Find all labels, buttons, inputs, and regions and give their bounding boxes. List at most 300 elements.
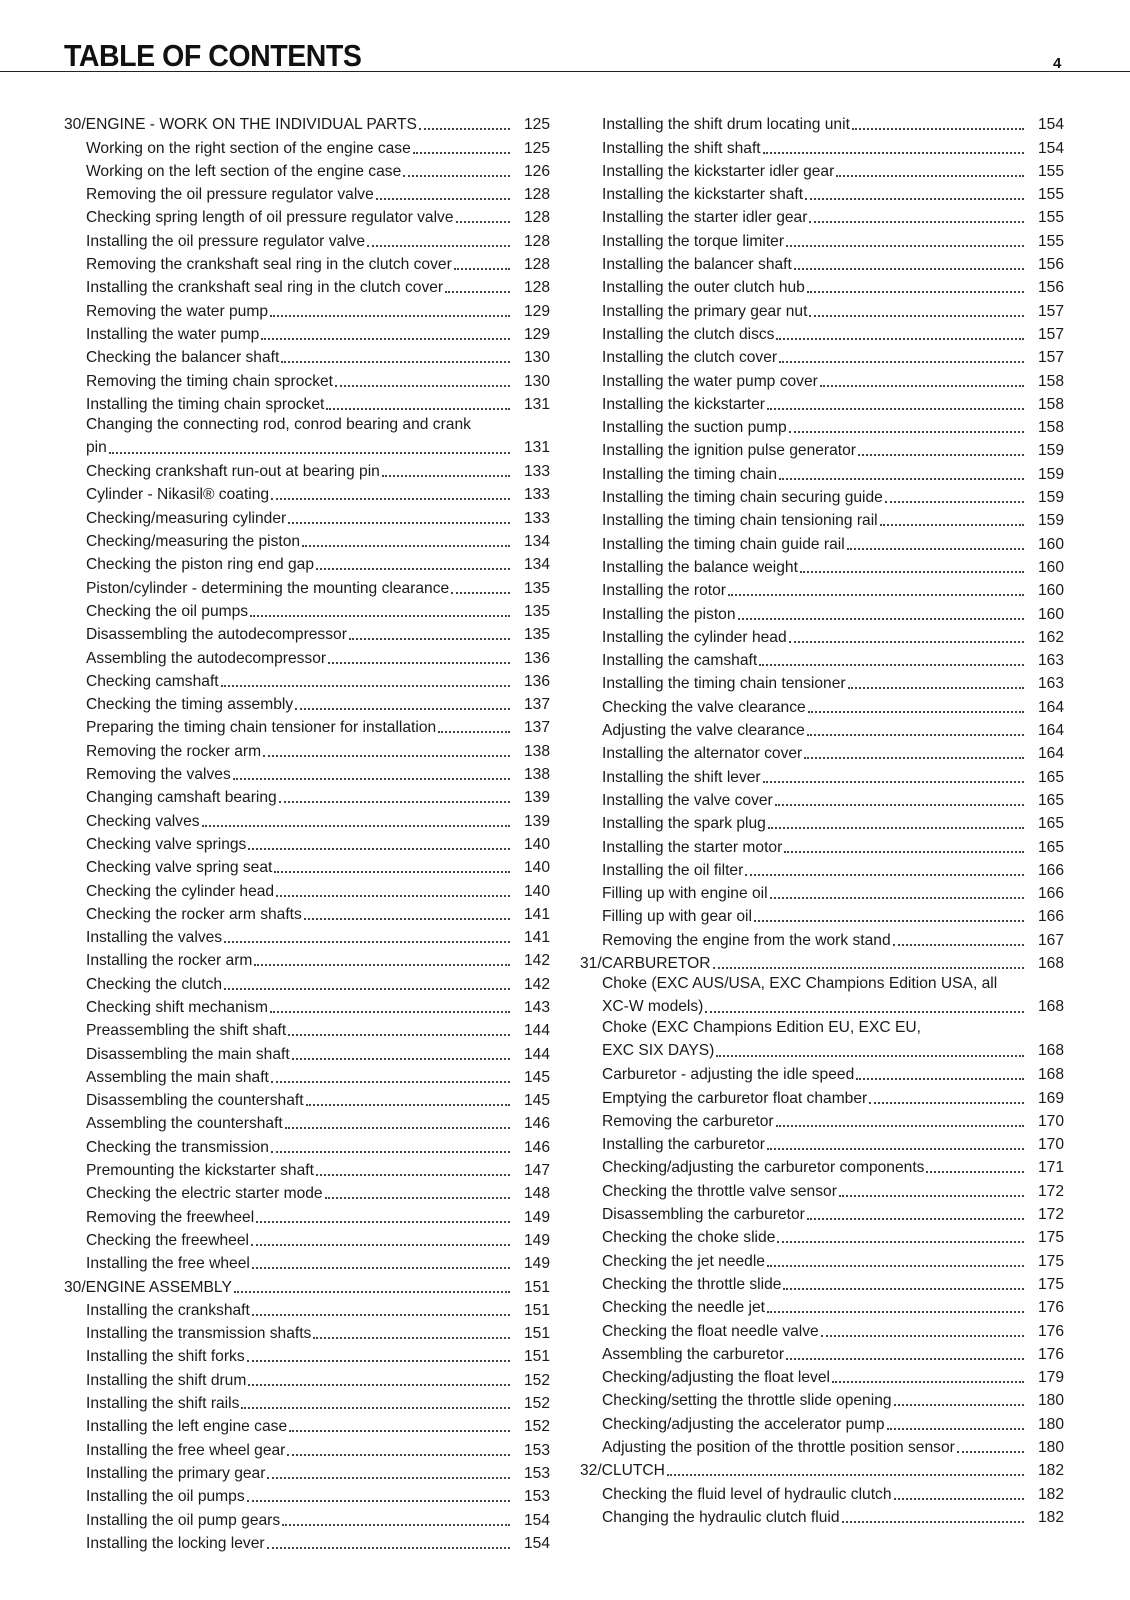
toc-entry-title: Installing the timing chain securing guide <box>602 489 883 507</box>
toc-entry[interactable] <box>580 111 1064 134</box>
page-number: 4 <box>1053 55 1062 72</box>
toc-page-number: 140 <box>523 835 550 853</box>
toc-entry[interactable] <box>64 1087 550 1110</box>
toc-entry[interactable] <box>580 1131 1064 1154</box>
dot-leader <box>451 592 510 594</box>
toc-page-number: 143 <box>523 998 550 1016</box>
toc-page-number: 128 <box>523 279 550 297</box>
dot-leader <box>271 1151 510 1153</box>
toc-entry[interactable] <box>580 460 1064 483</box>
toc-page-number: 131 <box>523 438 550 456</box>
toc-entry[interactable] <box>580 227 1064 250</box>
toc-page-number: 141 <box>523 929 550 947</box>
toc-entry[interactable] <box>64 274 550 297</box>
toc-entry-title: Checking/adjusting the accelerator pump <box>602 1415 885 1433</box>
dot-leader <box>745 874 1024 876</box>
toc-entry-title: Checking the timing assembly <box>86 696 294 714</box>
toc-entry-title: Checking the balancer shaft <box>86 349 280 367</box>
dot-leader <box>221 685 510 687</box>
toc-entry[interactable] <box>580 1271 1064 1294</box>
toc-entry[interactable] <box>64 924 550 947</box>
toc-entry[interactable] <box>64 598 550 621</box>
toc-entry[interactable] <box>580 1410 1064 1433</box>
toc-entry[interactable] <box>580 321 1064 344</box>
toc-entry[interactable] <box>64 1180 550 1203</box>
toc-entry-title: Changing the hydraulic clutch fluid <box>602 1508 840 1526</box>
page-header <box>0 0 1130 75</box>
toc-entry[interactable] <box>64 367 550 390</box>
toc-entry[interactable] <box>64 297 550 320</box>
toc-entry[interactable] <box>64 1530 550 1553</box>
dot-leader <box>376 198 510 200</box>
toc-page-number: 128 <box>523 232 550 250</box>
toc-page-number: 158 <box>1037 395 1064 413</box>
toc-entry[interactable] <box>64 551 550 574</box>
toc-page-number: 151 <box>523 1301 550 1319</box>
toc-entry[interactable] <box>64 414 550 458</box>
toc-entry[interactable] <box>580 367 1064 390</box>
toc-page-number: 129 <box>523 325 550 343</box>
toc-entry-title: Installing the clutch cover <box>602 349 778 367</box>
toc-entry[interactable] <box>64 947 550 970</box>
toc-page-number: 136 <box>523 672 550 690</box>
toc-entry[interactable] <box>580 1224 1064 1247</box>
toc-entry[interactable] <box>580 134 1064 157</box>
toc-page-number: 155 <box>1037 232 1064 250</box>
dot-leader <box>234 1291 510 1293</box>
toc-entry-title: Installing the left engine case <box>86 1418 288 1436</box>
toc-entry[interactable] <box>64 481 550 504</box>
toc-entry[interactable] <box>64 574 550 597</box>
toc-entry-title: Assembling the countershaft <box>86 1115 283 1133</box>
toc-page-number: 133 <box>523 486 550 504</box>
toc-entry[interactable] <box>580 484 1064 507</box>
toc-entry[interactable] <box>580 600 1064 623</box>
toc-entry[interactable] <box>64 158 550 181</box>
toc-entry-title: Checking/measuring the piston <box>86 533 301 551</box>
toc-entry-title: Installing the water pump <box>86 325 260 343</box>
toc-entry-title: Installing the timing chain <box>602 465 778 483</box>
toc-entry-title: Checking valve spring seat <box>86 859 273 877</box>
toc-section-entry[interactable] <box>580 1457 1064 1480</box>
toc-entry-title: Installing the timing chain sprocket <box>86 395 325 413</box>
toc-entry-title: 30/ENGINE ASSEMBLY <box>64 1278 232 1296</box>
toc-page-number: 154 <box>523 1534 550 1552</box>
toc-entry-title: Installing the alternator cover <box>602 745 803 763</box>
toc-page-number: 172 <box>1037 1182 1064 1200</box>
toc-entry[interactable] <box>64 1064 550 1087</box>
toc-page-number: 168 <box>1037 1066 1064 1084</box>
dot-leader <box>807 291 1024 293</box>
toc-entry[interactable] <box>64 784 550 807</box>
toc-entry[interactable] <box>580 624 1064 647</box>
toc-entry[interactable] <box>64 1413 550 1436</box>
toc-entry[interactable] <box>580 787 1064 810</box>
toc-entry[interactable] <box>64 877 550 900</box>
toc-entry[interactable] <box>64 831 550 854</box>
toc-entry[interactable] <box>580 810 1064 833</box>
toc-entry[interactable] <box>64 1460 550 1483</box>
toc-entry[interactable] <box>580 1084 1064 1107</box>
toc-entry-title: Installing the oil filter <box>602 861 744 879</box>
toc-entry[interactable] <box>580 880 1064 903</box>
toc-entry[interactable] <box>580 740 1064 763</box>
toc-entry-title: Assembling the main shaft <box>86 1068 269 1086</box>
dot-leader <box>413 152 510 154</box>
toc-section-entry[interactable] <box>64 111 550 134</box>
toc-page-number: 152 <box>523 1371 550 1389</box>
toc-entry[interactable] <box>64 1390 550 1413</box>
toc-page-number: 164 <box>1037 722 1064 740</box>
toc-page-number: 154 <box>1037 116 1064 134</box>
toc-entry-title: Installing the shift rails <box>86 1395 240 1413</box>
toc-entry-title: Checking the valve clearance <box>602 698 806 716</box>
toc-entry-title: Checking the choke slide <box>602 1229 776 1247</box>
toc-page-number: 149 <box>523 1208 550 1226</box>
dot-leader <box>248 848 510 850</box>
dot-leader <box>271 1081 510 1083</box>
toc-entry[interactable] <box>580 1177 1064 1200</box>
toc-entry[interactable] <box>64 1436 550 1459</box>
dot-leader <box>251 1244 510 1246</box>
toc-page-number: 147 <box>523 1162 550 1180</box>
toc-entry-title: Working on the left section of the engine case <box>86 162 402 180</box>
toc-entry[interactable] <box>64 204 550 227</box>
toc-entry[interactable] <box>64 1203 550 1226</box>
dot-leader <box>839 1195 1024 1197</box>
toc-page-number: 157 <box>1037 325 1064 343</box>
toc-page-number: 163 <box>1037 652 1064 670</box>
toc-entry[interactable] <box>64 994 550 1017</box>
toc-entry[interactable] <box>580 274 1064 297</box>
toc-page-number: 165 <box>1037 815 1064 833</box>
toc-entry-title: Installing the cylinder head <box>602 628 787 646</box>
toc-entry[interactable] <box>64 181 550 204</box>
toc-entry[interactable] <box>64 458 550 481</box>
toc-entry[interactable] <box>580 204 1064 227</box>
toc-entry[interactable] <box>64 644 550 667</box>
toc-entry-title: Installing the water pump cover <box>602 372 818 390</box>
toc-column-left <box>64 111 550 1553</box>
toc-entry[interactable] <box>64 714 550 737</box>
toc-entry[interactable] <box>580 181 1064 204</box>
dot-leader <box>403 175 510 177</box>
toc-entry-title: Removing the water pump <box>86 302 269 320</box>
toc-page-number: 155 <box>1037 186 1064 204</box>
toc-entry-title: Adjusting the valve clearance <box>602 722 805 740</box>
toc-entry-title: Choke (EXC Champions Edition EU, EXC EU, <box>602 1018 921 1036</box>
toc-entry[interactable] <box>64 1343 550 1366</box>
toc-page-number: 145 <box>523 1092 550 1110</box>
dot-leader <box>754 920 1024 922</box>
toc-entry[interactable] <box>64 1227 550 1250</box>
toc-section-entry[interactable] <box>64 1273 550 1296</box>
toc-entry-title: Checking the throttle slide <box>602 1275 782 1293</box>
toc-page-number: 136 <box>523 649 550 667</box>
toc-entry-title: Installing the suction pump <box>602 419 787 437</box>
toc-page-number: 175 <box>1037 1229 1064 1247</box>
toc-entry[interactable] <box>580 647 1064 670</box>
dot-leader <box>808 711 1024 713</box>
toc-page-number: 179 <box>1037 1369 1064 1387</box>
toc-entry-title: Installing the ignition pulse generator <box>602 442 856 460</box>
toc-entry[interactable] <box>580 1387 1064 1410</box>
dot-leader <box>705 1011 1024 1013</box>
toc-page-number: 151 <box>523 1325 550 1343</box>
toc-page-number: 130 <box>523 372 550 390</box>
toc-entry[interactable] <box>64 1250 550 1273</box>
toc-entry-title: Disassembling the countershaft <box>86 1092 304 1110</box>
toc-entry[interactable] <box>580 158 1064 181</box>
toc-page-number: 182 <box>1037 1485 1064 1503</box>
dot-leader <box>302 545 510 547</box>
dot-leader <box>779 478 1024 480</box>
toc-entry[interactable] <box>64 807 550 830</box>
toc-entry-title: Removing the oil pressure regulator valve <box>86 186 374 204</box>
toc-page-number: 160 <box>1037 582 1064 600</box>
toc-page-number: 159 <box>1037 489 1064 507</box>
toc-page-number: 144 <box>523 1045 550 1063</box>
dot-leader <box>247 1500 510 1502</box>
dot-leader <box>779 361 1024 363</box>
toc-entry-title: Installing the carburetor <box>602 1136 765 1154</box>
toc-entry[interactable] <box>580 1434 1064 1457</box>
toc-entry-title: Filling up with engine oil <box>602 885 768 903</box>
toc-entry[interactable] <box>64 621 550 644</box>
toc-entry-title: Checking the transmission <box>86 1138 269 1156</box>
toc-entry-title: Installing the balancer shaft <box>602 256 792 274</box>
toc-page-number: 171 <box>1037 1159 1064 1177</box>
toc-page-number: 157 <box>1037 302 1064 320</box>
dot-leader <box>250 615 510 617</box>
toc-page-number: 142 <box>523 975 550 993</box>
dot-leader <box>763 781 1024 783</box>
toc-page-number: 137 <box>523 696 550 714</box>
toc-entry-title: Disassembling the autodecompressor <box>86 626 347 644</box>
toc-entry-title: Installing the oil pump gears <box>86 1511 281 1529</box>
toc-entry[interactable] <box>580 1154 1064 1177</box>
dot-leader <box>202 825 510 827</box>
toc-entry[interactable] <box>64 1017 550 1040</box>
dot-leader <box>248 1384 510 1386</box>
toc-entry[interactable] <box>580 973 1064 1017</box>
toc-page-number: 133 <box>523 509 550 527</box>
toc-entry-title: Checking the float needle valve <box>602 1322 819 1340</box>
toc-entry-title: Disassembling the carburetor <box>602 1206 805 1224</box>
toc-entry[interactable] <box>580 1480 1064 1503</box>
dot-leader <box>738 618 1025 620</box>
toc-entry-title: Checking crankshaft run-out at bearing pin <box>86 463 380 481</box>
toc-entry[interactable] <box>580 297 1064 320</box>
toc-page-number: 160 <box>1037 535 1064 553</box>
toc-entry[interactable] <box>64 761 550 784</box>
dot-leader <box>349 638 510 640</box>
dot-leader <box>894 1404 1024 1406</box>
header-rule <box>0 71 1130 72</box>
toc-page-number: 153 <box>523 1441 550 1459</box>
toc-page-number: 160 <box>1037 605 1064 623</box>
toc-entry[interactable] <box>580 763 1064 786</box>
toc-page-number: 170 <box>1037 1112 1064 1130</box>
dot-leader <box>767 1148 1024 1150</box>
dot-leader <box>288 1034 510 1036</box>
toc-entry[interactable] <box>64 737 550 760</box>
toc-entry-title: Removing the crankshaft seal ring in the clutch cover <box>86 256 452 274</box>
toc-page-number: 125 <box>523 139 550 157</box>
toc-entry[interactable] <box>64 134 550 157</box>
toc-entry-title: Removing the engine from the work stand <box>602 931 891 949</box>
toc-page-number: 135 <box>523 579 550 597</box>
toc-page-number: 165 <box>1037 791 1064 809</box>
toc-entry[interactable] <box>64 970 550 993</box>
toc-page-number: 169 <box>1037 1089 1064 1107</box>
toc-entry-title: Installing the rocker arm <box>86 952 253 970</box>
toc-page-number: 146 <box>523 1138 550 1156</box>
toc-page-number: 155 <box>1037 162 1064 180</box>
toc-entry[interactable] <box>580 1061 1064 1084</box>
toc-entry[interactable] <box>64 504 550 527</box>
toc-entry[interactable] <box>580 1201 1064 1224</box>
toc-entry[interactable] <box>580 414 1064 437</box>
toc-entry[interactable] <box>64 1506 550 1529</box>
toc-entry[interactable] <box>580 1317 1064 1340</box>
toc-entry[interactable] <box>64 854 550 877</box>
toc-entry[interactable] <box>64 1157 550 1180</box>
dot-leader <box>454 268 510 270</box>
dot-leader <box>252 1267 510 1269</box>
toc-page-number: 149 <box>523 1255 550 1273</box>
toc-entry[interactable] <box>64 901 550 924</box>
toc-page-number: 156 <box>1037 279 1064 297</box>
toc-entry[interactable] <box>64 668 550 691</box>
toc-entry[interactable] <box>580 1017 1064 1061</box>
toc-entry-title: Premounting the kickstarter shaft <box>86 1162 314 1180</box>
toc-entry[interactable] <box>64 691 550 714</box>
toc-entry[interactable] <box>580 1294 1064 1317</box>
toc-page-number: 129 <box>523 302 550 320</box>
toc-entry[interactable] <box>580 1364 1064 1387</box>
toc-page-number: 163 <box>1037 675 1064 693</box>
toc-entry[interactable] <box>580 344 1064 367</box>
toc-entry-title: Installing the clutch discs <box>602 325 775 343</box>
toc-entry[interactable] <box>580 577 1064 600</box>
toc-entry-title: Installing the primary gear <box>86 1464 266 1482</box>
toc-page-number: 167 <box>1037 931 1064 949</box>
toc-entry-title: Checking camshaft <box>86 672 219 690</box>
toc-entry[interactable] <box>64 528 550 551</box>
toc-entry-title: Installing the outer clutch hub <box>602 279 805 297</box>
dot-leader <box>856 1078 1024 1080</box>
toc-entry[interactable] <box>580 251 1064 274</box>
toc-page-number: 159 <box>1037 465 1064 483</box>
dot-leader <box>224 941 510 943</box>
dot-leader <box>313 1337 510 1339</box>
toc-entry-title: Emptying the carburetor float chamber <box>602 1089 868 1107</box>
dot-leader <box>233 778 510 780</box>
toc-entry[interactable] <box>64 344 550 367</box>
toc-entry[interactable] <box>580 717 1064 740</box>
dot-leader <box>288 522 510 524</box>
toc-entry[interactable] <box>580 1108 1064 1131</box>
toc-page-number: 175 <box>1037 1252 1064 1270</box>
toc-entry[interactable] <box>580 833 1064 856</box>
toc-entry[interactable] <box>580 1341 1064 1364</box>
toc-entry[interactable] <box>580 1247 1064 1270</box>
toc-entry[interactable] <box>580 437 1064 460</box>
toc-entry[interactable] <box>64 1133 550 1156</box>
toc-entry[interactable] <box>64 391 550 414</box>
toc-page-number: 145 <box>523 1068 550 1086</box>
toc-entry[interactable] <box>64 321 550 344</box>
toc-page-number: 164 <box>1037 698 1064 716</box>
dot-leader <box>667 1474 1024 1476</box>
toc-entry[interactable] <box>64 1297 550 1320</box>
toc-entry[interactable] <box>580 530 1064 553</box>
toc-entry-title: Carburetor - adjusting the idle speed <box>602 1066 855 1084</box>
dot-leader <box>893 944 1024 946</box>
toc-page-number: 140 <box>523 859 550 877</box>
toc-entry[interactable] <box>64 251 550 274</box>
toc-page-number: 166 <box>1037 908 1064 926</box>
toc-entry[interactable] <box>64 1110 550 1133</box>
toc-entry[interactable] <box>580 903 1064 926</box>
toc-entry[interactable] <box>64 1483 550 1506</box>
toc-entry[interactable] <box>64 1320 550 1343</box>
toc-entry[interactable] <box>580 391 1064 414</box>
toc-entry-title-cont: XC-W models) <box>602 997 704 1015</box>
toc-page-number: 139 <box>523 812 550 830</box>
toc-entry[interactable] <box>580 1504 1064 1527</box>
dot-leader <box>770 897 1024 899</box>
dot-leader <box>267 1477 510 1479</box>
toc-entry-title: Installing the shift drum locating unit <box>602 116 850 134</box>
toc-entry[interactable] <box>64 1366 550 1389</box>
dot-leader <box>713 967 1024 969</box>
toc-section-entry[interactable] <box>580 950 1064 973</box>
toc-entry[interactable] <box>580 693 1064 716</box>
toc-entry[interactable] <box>580 507 1064 530</box>
toc-entry-title: Removing the freewheel <box>86 1208 255 1226</box>
dot-leader <box>957 1451 1024 1453</box>
toc-page-number: 153 <box>523 1464 550 1482</box>
toc-entry-title: Checking the cylinder head <box>86 882 275 900</box>
toc-entry-title: Checking the needle jet <box>602 1299 765 1317</box>
dot-leader <box>287 1454 510 1456</box>
dot-leader <box>316 1174 510 1176</box>
dot-leader <box>800 571 1024 573</box>
toc-entry-title: Installing the shift drum <box>86 1371 247 1389</box>
toc-entry-title: Checking valve springs <box>86 835 247 853</box>
toc-entry-title: Choke (EXC AUS/USA, EXC Champions Edition USA, all <box>602 974 998 992</box>
toc-entry-title: Installing the kickstarter shaft <box>602 186 804 204</box>
toc-column-right <box>580 111 1064 1527</box>
toc-entry[interactable] <box>580 926 1064 949</box>
toc-entry[interactable] <box>580 670 1064 693</box>
toc-entry[interactable] <box>580 554 1064 577</box>
toc-entry[interactable] <box>580 857 1064 880</box>
toc-entry[interactable] <box>64 227 550 250</box>
dot-leader <box>281 361 510 363</box>
toc-entry-title: Removing the valves <box>86 766 231 784</box>
dot-leader <box>285 1127 510 1129</box>
dot-leader <box>292 1058 510 1060</box>
toc-entry[interactable] <box>64 1040 550 1063</box>
toc-entry-title: Installing the piston <box>602 605 736 623</box>
toc-page-number: 160 <box>1037 558 1064 576</box>
dot-leader <box>109 452 510 454</box>
dot-leader <box>842 1521 1024 1523</box>
toc-entry-title: Preparing the timing chain tensioner for installation <box>86 719 437 737</box>
